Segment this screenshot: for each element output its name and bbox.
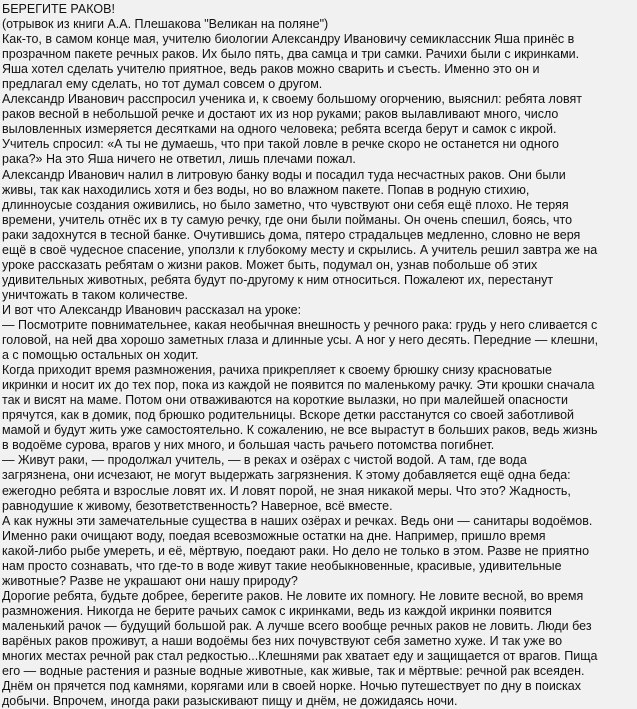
text-line: Александр Иванович налил в литровую банку воды и посадил туда несчастных раков. Они были — [2, 167, 566, 182]
text-line: предлагал ему сделать, но тот думал совсем о другом. — [2, 77, 323, 92]
text-line: времени, учитель отнёс их в ту самую речку, где они были пойманы. Он очень спешил, боясь, что — [2, 212, 573, 227]
text-line: равнодушие к живому, безответственность? Наверное, всё вместе. — [2, 498, 393, 513]
text-line: Учитель спросил: «А ты не думаешь, что при такой ловле в речке скоро не останется ни одного — [2, 137, 559, 152]
text-line: прячутся, как в домик, под брюшко родительницы. Вскоре детки расстанутся со своей заботливой — [2, 408, 574, 423]
text-line: Днём он прячется под камнями, корягами или в своей норке. Ночью путешествует по дну в поисках — [2, 679, 582, 694]
text-line: нам просто сознавать, что где-то в воде живут такие необыкновенные, красивые, удивительные — [2, 558, 562, 573]
text-line: животные? Разве не украшают они нашу природу? — [2, 573, 298, 588]
document-title: БЕРЕГИТЕ РАКОВ! — [2, 2, 115, 16]
text-line: мамой и будут жить уже самостоятельно. К сожалению, не все вырастут в больших раков, ведь жизнь — [2, 423, 598, 438]
text-line: — Посмотрите повнимательнее, какая необычная внешность у речного рака: грудь у него сливается с — [2, 317, 598, 332]
text-line: его — водные растения и разные водные животные, как живые, так и мёртвые: речной рак всеяден. — [2, 664, 585, 679]
text-line: Яша хотел сделать учителю приятное, ведь раков можно сварить и съесть. Именно это он и — [2, 62, 540, 77]
text-line: — Живут раки, — продолжал учитель, — в реках и озёрах с чистой водой. А там, где вода — [2, 453, 527, 468]
text-line: какой-либо рыбе умереть, и её, мёртвую, поедают раки. Но дело не только в этом. Разве не приятно — [2, 543, 590, 558]
text-line: Как-то, в самом конце мая, учителю биологии Александру Ивановичу семиклассник Яша принёс в — [2, 32, 575, 47]
text-line: многих местах речной рак стал редкостью...Клешнями рак хватает еду и защищается от врагов. Пища — [2, 649, 598, 664]
text-line: добычи. Впрочем, иногда раки разыскивают пищу и днём, не дожидаясь ночи. — [2, 694, 458, 709]
text-line: рака?» На это Яша ничего не ответил, лишь плечами пожал. — [2, 152, 356, 167]
text-line: а с помощью остальных он ходит. — [2, 348, 199, 363]
text-line: головой, на ней два хорошо заметных глаза и длинные усы. А ног у него десять. Передние — клешни, — [2, 333, 599, 348]
text-line: живы, так как находились хотя и без воды, но во влажном пакете. Попав в родную стихию, — [2, 182, 530, 197]
text-line: выловленных измеряется десятками на одного человека; ребята всегда берут и самок с икрой. — [2, 122, 557, 137]
text-line: Александр Иванович расспросил ученика и, к своему большому огорчению, выяснил: ребята ловят — [2, 92, 582, 107]
text-line: загрязнена, они исчезают, не могут выдержать загрязнения. К этому добавляется ещё одна беда: — [2, 468, 571, 483]
text-line: маленький рачок — будущий большой рак. А лучше всего вообще речных раков не ловить. Люди без — [2, 618, 592, 633]
text-line: Дорогие ребята, будьте добрее, берегите раков. Не ловите их помногу. Не ловите весной, во время — [2, 588, 584, 603]
text-line: удивительных животных, ребята будут по-другому к ним относиться. Пожалеют их, перестанут — [2, 272, 554, 287]
text-line: в водоёме сурова, врагов у них много, и большая часть рачьего потомства погибнет. — [2, 438, 495, 453]
document-source: (отрывок из книги А.А. Плешакова "Великан на поляне") — [2, 17, 329, 32]
text-line: икринки и носит их до тех пор, пока из каждой не появится по маленькому рачку. Эти крошки сначала — [2, 378, 595, 393]
text-line: ещё в своё чудесное спасение, уползли к глубокому месту и скрылись. А учитель решил завтра же на — [2, 242, 598, 257]
text-line: уничтожать в таком количестве. — [2, 287, 188, 302]
text-line: размножения. Никогда не берите рачьих самок с икринками, ведь из каждой икринки появится — [2, 603, 552, 618]
text-line: ежегодно ребята и взрослые ловят их. И ловят порой, не зная никакой меры. Что это? Жадность, — [2, 483, 571, 498]
text-line: варёных раков проживут, а наши водоёмы без них почувствуют себя заметно хуже. И так уже во — [2, 633, 563, 648]
text-line: Именно раки очищают воду, поедая всевозможные остатки на дне. Например, пришло время — [2, 528, 546, 543]
text-line: раков весной в небольшой речке и достают их из нор руками; раков вылавливают много, число — [2, 107, 559, 122]
text-line: уроке рассказать ребятам о жизни раков. Может быть, подумал он, узнав побольше об этих — [2, 257, 538, 272]
text-line: прозрачном пакете речных раков. Их было пять, два самца и три самки. Рачихи были с икринками. — [2, 47, 580, 62]
document-body — [2, 32, 635, 709]
text-line: А как нужны эти замечательные существа в наших озёрах и речках. Ведь они — санитары водоёмов. — [2, 513, 593, 528]
text-line: раки задохнутся в тесной банке. Очутившись дома, пятеро страдальцев медленно, словно не веря — [2, 227, 581, 242]
text-line: длинноусые создания оживились, но было заметно, что чувствуют они себя ещё плохо. Не теряя — [2, 197, 569, 212]
text-line: И вот что Александр Иванович рассказал на уроке: — [2, 302, 302, 317]
text-line: Когда приходит время размножения, рачиха прикрепляет к своему брюшку снизу красноватые — [2, 363, 552, 378]
text-line: так и висят на маме. Потом они отваживаются на короткие вылазки, но при малейшей опасности — [2, 393, 568, 408]
